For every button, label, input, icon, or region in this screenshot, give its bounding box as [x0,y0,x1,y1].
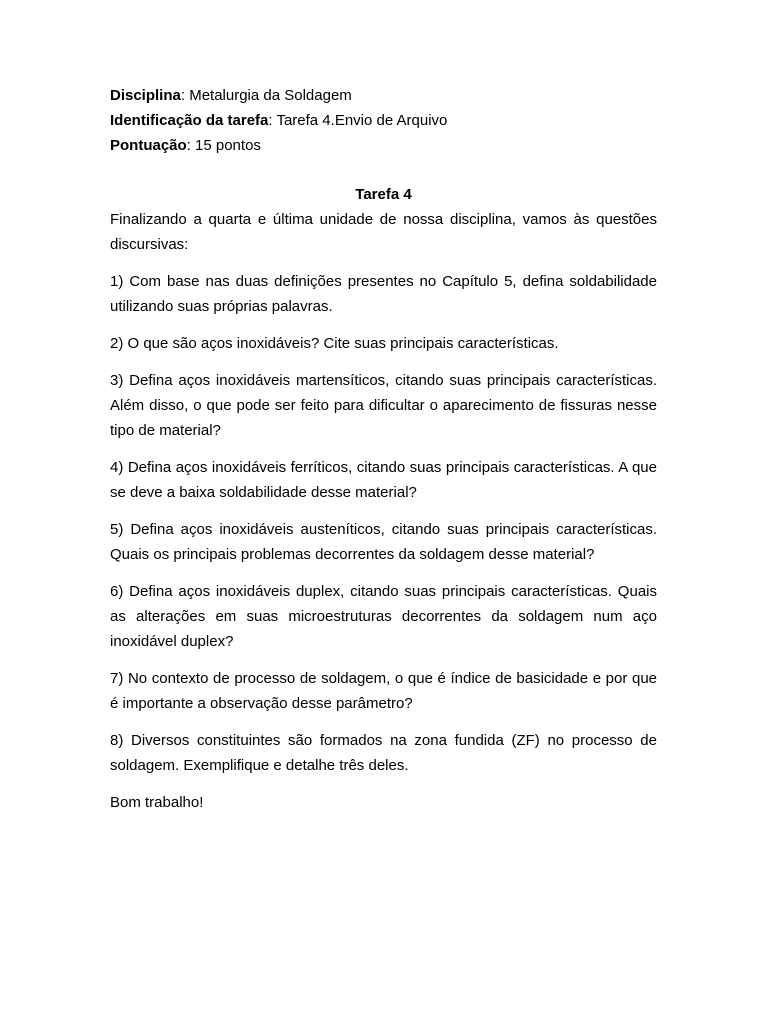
question-7: 7) No contexto de processo de soldagem, o que é índice de basicidade e por que é importante a observação desse parâmetro? [110,670,657,712]
task-id-label: Identificação da tarefa [110,112,269,129]
task-id-value: : Tarefa 4.Envio de Arquivo [268,112,448,129]
task-id-line [110,108,657,133]
question-8: 8) Diversos constituintes são formados na zona fundida (ZF) no processo de soldagem. Exemplifique e detalhe três deles. [110,732,657,774]
discipline-label: Disciplina [110,87,181,104]
intro-paragraph: Finalizando a quarta e última unidade de nossa disciplina, vamos às questões discursivas: [110,211,657,253]
question-1: 1) Com base nas duas definições presentes no Capítulo 5, defina soldabilidade utilizando suas próprias palavras. [110,273,657,315]
question-2: 2) O que são aços inoxidáveis? Cite suas principais características. [110,335,559,352]
score-value: : 15 pontos [186,137,261,154]
discipline-value: : Metalurgia da Soldagem [180,87,352,104]
question-5: 5) Defina aços inoxidáveis austeníticos, citando suas principais características. Quais os principais problemas decorrentes da soldagem desse material? [110,521,657,563]
question-3: 3) Defina aços inoxidáveis martensíticos, citando suas principais características. Além disso, o que pode ser feito para dificultar o aparecimento de fissuras nesse tipo de material? [110,372,657,439]
discipline-line [110,83,657,108]
question-6: 6) Defina aços inoxidáveis duplex, citando suas principais características. Quais as alterações em suas microestruturas decorrentes da soldagem num aço inoxidável duplex? [110,583,657,650]
document-page [110,83,657,815]
score-label: Pontuação [110,137,187,154]
task-title: Tarefa 4 [355,186,412,203]
closing-text: Bom trabalho! [110,794,204,811]
question-4: 4) Defina aços inoxidáveis ferríticos, citando suas principais características. A que se deve a baixa soldabilidade desse material? [110,459,657,501]
score-line [110,133,657,158]
